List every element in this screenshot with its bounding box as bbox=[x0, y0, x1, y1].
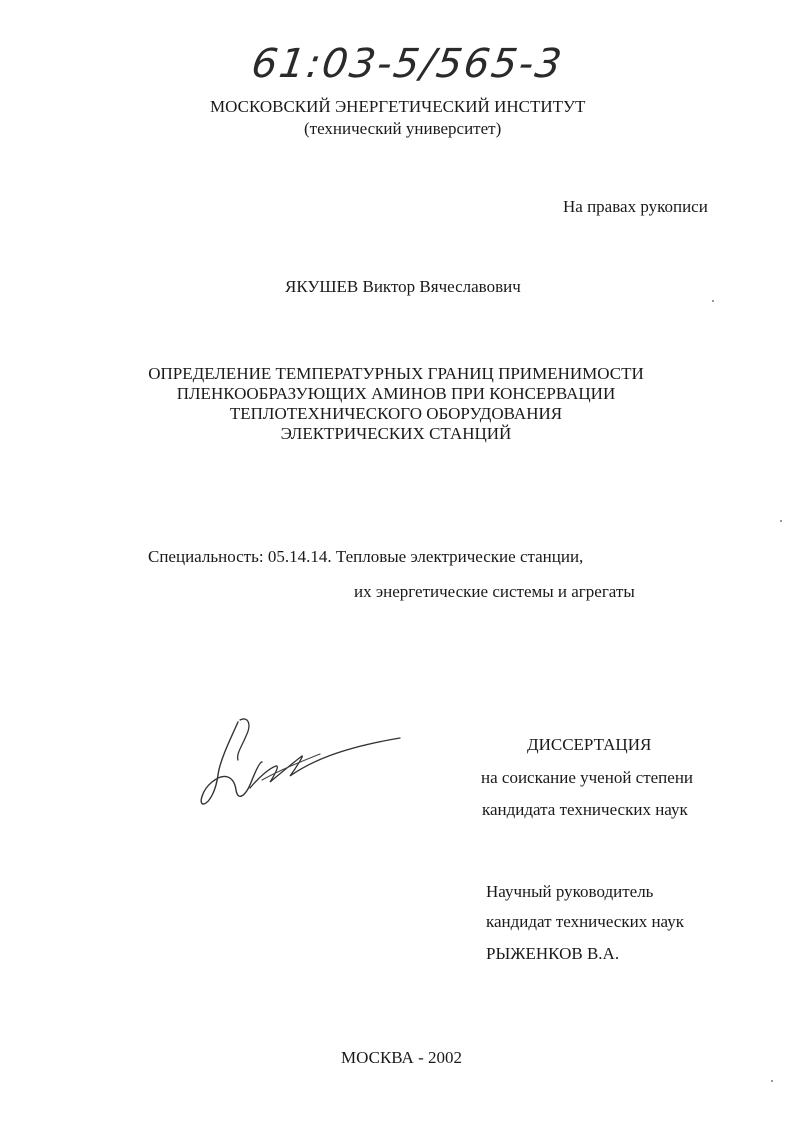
scan-speck bbox=[712, 300, 714, 302]
dissertation-heading: ДИССЕРТАЦИЯ bbox=[527, 735, 652, 754]
advisor-name: РЫЖЕНКОВ В.А. bbox=[486, 944, 620, 963]
title-line-3: ТЕПЛОТЕХНИЧЕСКОГО ОБОРУДОВАНИЯ bbox=[229, 404, 563, 423]
advisor-degree: кандидат технических наук bbox=[486, 912, 684, 931]
specialty-line-1: Специальность: 05.14.14. Тепловые электрические станции, bbox=[148, 547, 584, 566]
institute-name: МОСКОВСКИЙ ЭНЕРГЕТИЧЕСКИЙ ИНСТИТУТ bbox=[210, 97, 586, 116]
author-name: ЯКУШЕВ Виктор Вячеславович bbox=[285, 277, 521, 296]
title-line-2: ПЛЕНКООБРАЗУЮЩИХ АМИНОВ ПРИ КОНСЕРВАЦИИ bbox=[176, 384, 616, 403]
archive-number-handwritten: 61:03-5/565-3 bbox=[248, 41, 567, 87]
scan-speck bbox=[771, 1080, 773, 1082]
institute-subtitle: (технический университет) bbox=[304, 119, 502, 138]
rights-note: На правах рукописи bbox=[563, 197, 708, 216]
advisor-role: Научный руководитель bbox=[486, 882, 654, 901]
specialty-line-2: их энергетические системы и агрегаты bbox=[354, 582, 635, 601]
dissertation-degree-line-2: кандидата технических наук bbox=[482, 800, 688, 819]
dissertation-degree-line-1: на соискание ученой степени bbox=[481, 768, 694, 787]
title-line-4: ЭЛЕКТРИЧЕСКИХ СТАНЦИЙ bbox=[280, 424, 512, 443]
dissertation-title bbox=[96, 364, 696, 444]
author-signature bbox=[190, 710, 420, 820]
city-year: МОСКВА - 2002 bbox=[341, 1048, 462, 1067]
scan-speck bbox=[780, 520, 782, 522]
title-line-1: ОПРЕДЕЛЕНИЕ ТЕМПЕРАТУРНЫХ ГРАНИЦ ПРИМЕНИМОСТИ bbox=[148, 364, 644, 383]
